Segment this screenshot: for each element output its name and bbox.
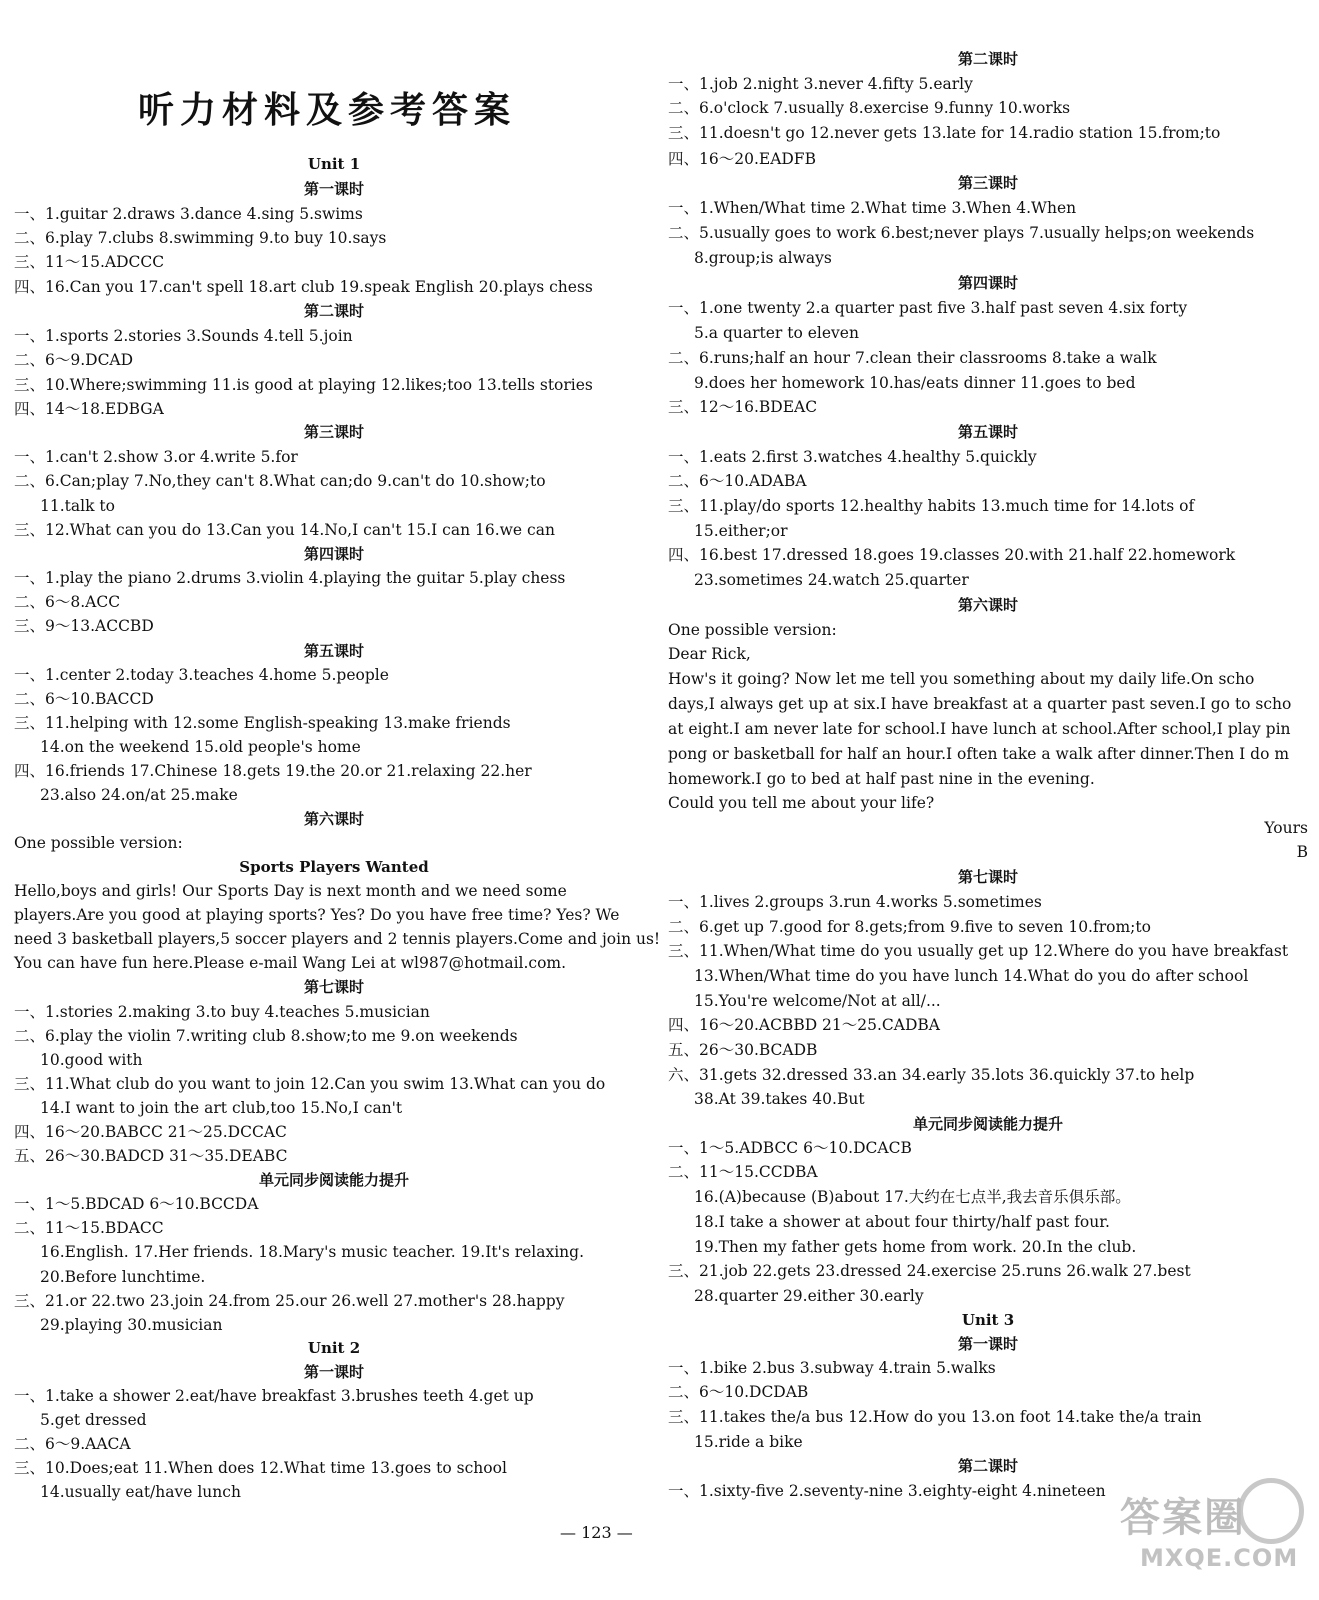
answer-line: 二、6～9.DCAD <box>14 351 134 369</box>
answer-line: 14.usually eat/have lunch <box>40 1483 241 1501</box>
answer-line: 13.When/What time do you have lunch 14.What do you do after school <box>694 967 1249 985</box>
section-heading: 单元同步阅读能力提升 <box>912 1115 1063 1133</box>
answer-line: 三、12.What can you do 13.Can you 14.No,I can't 15.I can 16.we can <box>14 521 555 539</box>
answer-line: Could you tell me about your life? <box>668 794 935 812</box>
section-heading: 第一课时 <box>957 1335 1018 1353</box>
section-heading: 第二课时 <box>957 50 1018 68</box>
answer-line: 三、10.Does;eat 11.When does 12.What time 13.goes to school <box>14 1459 507 1477</box>
answer-line: at eight.I am never late for school.I have lunch at school.After school,I play pin <box>668 720 1291 738</box>
answer-line: 14.I want to join the art club,too 15.No,I can't <box>40 1099 403 1117</box>
answer-line: How's it going? Now let me tell you something about my daily life.On scho <box>668 670 1255 688</box>
answer-line: 二、11～15.BDACC <box>14 1219 164 1237</box>
answer-line: One possible version: <box>14 834 183 852</box>
answer-line: You can have fun here.Please e-mail Wang Lei at wl987@hotmail.com. <box>14 954 567 972</box>
answer-line: 一、1.eats 2.first 3.watches 4.healthy 5.quickly <box>668 448 1037 466</box>
answer-line: 二、5.usually goes to work 6.best;never plays 7.usually helps;on weekends <box>668 224 1255 242</box>
answer-line: Dear Rick, <box>668 645 751 663</box>
answer-line: 一、1～5.BDCAD 6～10.BCCDA <box>14 1195 259 1213</box>
answer-line: 一、1.stories 2.making 3.to buy 4.teaches 5.musician <box>14 1003 430 1021</box>
section-heading: 第六课时 <box>303 810 364 828</box>
answer-line: 一、1.job 2.night 3.never 4.fifty 5.early <box>668 75 973 93</box>
answer-line: 二、6～10.BACCD <box>14 690 154 708</box>
answer-line: 16.(A)because (B)about 17.大约在七点半,我去音乐俱乐部。 <box>694 1188 1131 1206</box>
section-heading: 单元同步阅读能力提升 <box>258 1171 409 1189</box>
answer-line: 四、16.friends 17.Chinese 18.gets 19.the 20.or 21.relaxing 22.her <box>14 762 532 780</box>
answer-line: 三、11.takes the/a bus 12.How do you 13.on foot 14.take the/a train <box>668 1408 1202 1426</box>
answer-line: 二、6～10.DCDAB <box>668 1383 809 1401</box>
section-heading: 第二课时 <box>957 1457 1018 1475</box>
answer-line: 16.English. 17.Her friends. 18.Mary's music teacher. 19.It's relaxing. <box>40 1243 585 1261</box>
watermark-logo: 答案圈 <box>1120 1495 1246 1541</box>
answer-line: need 3 basketball players,5 soccer players and 2 tennis players.Come and join us! <box>14 930 661 948</box>
answer-line: 二、6.o'clock 7.usually 8.exercise 9.funny 10.works <box>668 99 1071 117</box>
answer-line: 四、16～20.BABCC 21～25.DCCAC <box>14 1123 287 1141</box>
answer-line: players.Are you good at playing sports? Yes? Do you have free time? Yes? We <box>14 906 620 924</box>
answer-line: 三、11～15.ADCCC <box>14 253 165 271</box>
answer-line: 四、16.best 17.dressed 18.goes 19.classes 20.with 21.half 22.homework <box>668 546 1236 564</box>
section-heading: Unit 1 <box>307 155 361 173</box>
answer-line: 一、1.bike 2.bus 3.subway 4.train 5.walks <box>668 1359 996 1377</box>
answer-line: 三、10.Where;swimming 11.is good at playing 12.likes;too 13.tells stories <box>14 376 593 394</box>
answer-line: 一、1～5.ADBCC 6～10.DCACB <box>668 1139 912 1157</box>
section-heading: 第二课时 <box>303 302 364 320</box>
answer-line: 一、1.play the piano 2.drums 3.violin 4.playing the guitar 5.play chess <box>14 569 566 587</box>
answer-line: 一、1.sports 2.stories 3.Sounds 4.tell 5.join <box>14 327 353 345</box>
answer-line: 一、1.sixty-five 2.seventy-nine 3.eighty-eight 4.nineteen <box>668 1482 1106 1500</box>
section-heading: 第七课时 <box>303 978 364 996</box>
answer-line: 一、1.guitar 2.draws 3.dance 4.sing 5.swims <box>14 205 363 223</box>
section-heading: Unit 2 <box>307 1339 361 1357</box>
section-heading: 第五课时 <box>957 423 1018 441</box>
answer-line: 23.sometimes 24.watch 25.quarter <box>694 571 969 589</box>
answer-line: 二、6～8.ACC <box>14 593 121 611</box>
answer-line: 8.group;is always <box>694 249 832 267</box>
answer-line: 一、1.take a shower 2.eat/have breakfast 3.brushes teeth 4.get up <box>14 1387 534 1405</box>
answer-line: 一、1.When/What time 2.What time 3.When 4.When <box>668 199 1077 217</box>
answer-line: 三、21.or 22.two 23.join 24.from 25.our 26.well 27.mother's 28.happy <box>14 1292 565 1310</box>
answer-line: 5.get dressed <box>40 1411 147 1429</box>
answer-line: 15.either;or <box>694 522 788 540</box>
section-heading: 第四课时 <box>303 545 364 563</box>
watermark-url: MXQE.COM <box>1140 1544 1299 1572</box>
answer-line: 二、6.get up 7.good for 8.gets;from 9.five to seven 10.from;to <box>668 918 1151 936</box>
answer-line: days,I always get up at six.I have breakfast at a quarter past seven.I go to scho <box>668 695 1292 713</box>
page-title: 听力材料及参考答案 <box>138 90 517 131</box>
answer-line: 15.You're welcome/Not at all/... <box>694 992 941 1010</box>
letter-signoff: B <box>1296 843 1308 861</box>
section-heading: 第三课时 <box>303 423 364 441</box>
section-heading: 第一课时 <box>303 1363 364 1381</box>
page-number: — 123 — <box>560 1523 633 1542</box>
answer-line: 四、16～20.ACBBD 21～25.CADBA <box>668 1016 940 1034</box>
answer-line: 18.I take a shower at about four thirty/half past four. <box>694 1213 1110 1231</box>
letter-signoff: Yours <box>1264 819 1308 837</box>
answer-line: 二、6.Can;play 7.No,they can't 8.What can;do 9.can't do 10.show;to <box>14 472 546 490</box>
answer-line: 五、26～30.BADCD 31～35.DEABC <box>14 1147 288 1165</box>
answer-line: 11.talk to <box>40 497 115 515</box>
answer-line: 三、12～16.BDEAC <box>668 398 818 416</box>
answer-line: One possible version: <box>668 621 837 639</box>
answer-line: 一、1.can't 2.show 3.or 4.write 5.for <box>14 448 298 466</box>
answer-line: 28.quarter 29.either 30.early <box>694 1287 924 1305</box>
section-heading: 第三课时 <box>957 174 1018 192</box>
answer-line: 29.playing 30.musician <box>40 1316 223 1334</box>
answer-line: 二、6.runs;half an hour 7.clean their classrooms 8.take a walk <box>668 349 1157 367</box>
section-heading: 第六课时 <box>957 596 1018 614</box>
watermark <box>1120 1478 1310 1588</box>
answer-line: 三、21.job 22.gets 23.dressed 24.exercise 25.runs 26.walk 27.best <box>668 1262 1191 1280</box>
answer-line: 二、11～15.CCDBA <box>668 1163 818 1181</box>
section-heading: 第四课时 <box>957 274 1018 292</box>
answer-line: 一、1.lives 2.groups 3.run 4.works 5.sometimes <box>668 893 1042 911</box>
section-heading: Sports Players Wanted <box>239 858 429 876</box>
answer-line: 二、6～9.AACA <box>14 1435 131 1453</box>
answer-line: 二、6～10.ADABA <box>668 472 807 490</box>
watermark-circle-icon <box>1238 1478 1304 1544</box>
answer-line: 15.ride a bike <box>694 1433 803 1451</box>
answer-line: pong or basketball for half an hour.I often take a walk after dinner.Then I do m <box>668 745 1290 763</box>
answer-line: 三、11.When/What time do you usually get up 12.Where do you have breakfast <box>668 942 1289 960</box>
section-heading: 第七课时 <box>957 868 1018 886</box>
answer-line: homework.I go to bed at half past nine in the evening. <box>668 770 1095 788</box>
answer-line: 5.a quarter to eleven <box>694 324 859 342</box>
answer-line: 四、16.Can you 17.can't spell 18.art club 19.speak English 20.plays chess <box>14 278 593 296</box>
answer-line: 38.At 39.takes 40.But <box>694 1090 865 1108</box>
answer-line: 三、11.What club do you want to join 12.Can you swim 13.What can you do <box>14 1075 606 1093</box>
answer-line: 一、1.center 2.today 3.teaches 4.home 5.people <box>14 666 389 684</box>
answer-line: 三、11.play/do sports 12.healthy habits 13.much time for 14.lots of <box>668 497 1195 515</box>
answer-line: 一、1.one twenty 2.a quarter past five 3.half past seven 4.six forty <box>668 299 1188 317</box>
answer-line: 19.Then my father gets home from work. 20.In the club. <box>694 1238 1137 1256</box>
answer-line: 10.good with <box>40 1051 143 1069</box>
section-heading: 第一课时 <box>303 180 364 198</box>
answer-line: 四、16～20.EADFB <box>668 150 816 168</box>
answer-line: 三、11.helping with 12.some English-speaking 13.make friends <box>14 714 511 732</box>
section-heading: 第五课时 <box>303 642 364 660</box>
answer-line: 二、6.play the violin 7.writing club 8.show;to me 9.on weekends <box>14 1027 518 1045</box>
answer-line: 14.on the weekend 15.old people's home <box>40 738 361 756</box>
answer-line: 五、26～30.BCADB <box>668 1041 818 1059</box>
answer-line: 23.also 24.on/at 25.make <box>40 786 238 804</box>
answer-line: 20.Before lunchtime. <box>40 1268 206 1286</box>
answer-line: 六、31.gets 32.dressed 33.an 34.early 35.lots 36.quickly 37.to help <box>668 1066 1195 1084</box>
answer-line: 三、11.doesn't go 12.never gets 13.late for 14.radio station 15.from;to <box>668 124 1221 142</box>
answer-line: 四、14～18.EDBGA <box>14 400 164 418</box>
answer-line: Hello,boys and girls! Our Sports Day is next month and we need some <box>14 882 567 900</box>
answer-line: 二、6.play 7.clubs 8.swimming 9.to buy 10.says <box>14 229 387 247</box>
section-heading: Unit 3 <box>961 1311 1015 1329</box>
answer-line: 三、9～13.ACCBD <box>14 617 154 635</box>
answer-line: 9.does her homework 10.has/eats dinner 11.goes to bed <box>694 374 1136 392</box>
